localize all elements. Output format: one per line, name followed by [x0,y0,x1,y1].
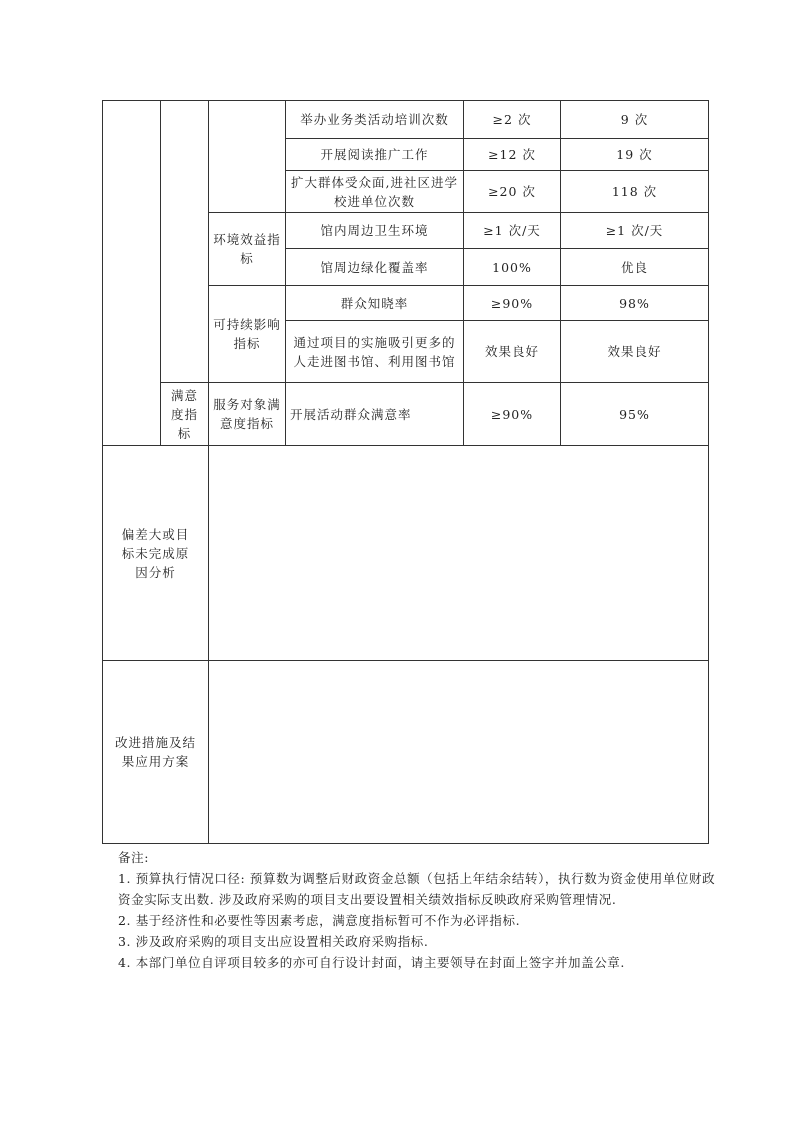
indicator-target: ≥1 次/天 [464,213,561,249]
table-row [103,383,709,446]
indicator-target: 效果良好 [464,321,561,383]
indicator-name: 开展阅读推广工作 [286,139,464,171]
indicator-target: ≥90% [464,383,561,446]
level2-cell [161,101,209,383]
note-item: 3. 涉及政府采购的项目支出应设置相关政府采购指标. [118,934,429,949]
note-item: 4. 本部门单位自评项目较多的亦可自行设计封面，请主要领导在封面上签字并加盖公章. [118,955,625,970]
note-item: 1. 预算执行情况口径: 预算数为调整后财政资金总额（包括上年结余结转），执行数为资金使用单位财政资金实际支出数. 涉及政府采购的项目支出要设置相关绩效指标反映政府采购管理情况. [118,871,716,907]
category-satisfaction-l1: 满意度指标 [161,383,209,446]
indicator-actual: 19 次 [561,139,709,171]
notes-title: 备注: [118,850,150,865]
indicator-actual: 效果良好 [561,321,709,383]
indicator-name: 通过项目的实施吸引更多的人走进图书馆、利用图书馆 [286,321,464,383]
level3-cell [209,101,286,213]
performance-indicator-table [102,100,709,844]
indicator-name: 举办业务类活动培训次数 [286,101,464,139]
improvement-label: 改进措施及结果应用方案 [103,661,209,844]
indicator-actual: 98% [561,286,709,321]
improvement-row [103,661,709,844]
category-sustainable: 可持续影响指标 [209,286,286,383]
indicator-name: 馆内周边卫生环境 [286,213,464,249]
indicator-target: ≥12 次 [464,139,561,171]
indicator-name: 开展活动群众满意率 [286,383,464,446]
improvement-value[interactable] [209,661,709,844]
indicator-actual: ≥1 次/天 [561,213,709,249]
indicator-actual: 9 次 [561,101,709,139]
deviation-value[interactable] [209,446,709,661]
indicator-actual: 95% [561,383,709,446]
notes-section [118,847,718,973]
indicator-target: ≥90% [464,286,561,321]
indicator-target: ≥20 次 [464,171,561,213]
indicator-actual: 优良 [561,249,709,286]
level1-cell [103,101,161,446]
note-item: 2. 基于经济性和必要性等因素考虑，满意度指标暂可不作为必评指标. [118,913,521,928]
indicator-name: 群众知晓率 [286,286,464,321]
indicator-target: 100% [464,249,561,286]
deviation-label: 偏差大或目标未完成原因分析 [103,446,209,661]
deviation-row [103,446,709,661]
indicator-target: ≥2 次 [464,101,561,139]
category-satisfaction-l2: 服务对象满意度指标 [209,383,286,446]
indicator-actual: 118 次 [561,171,709,213]
indicator-name: 馆周边绿化覆盖率 [286,249,464,286]
table-row [103,101,709,139]
category-environment: 环境效益指标 [209,213,286,286]
indicator-name: 扩大群体受众面,进社区进学校进单位次数 [286,171,464,213]
